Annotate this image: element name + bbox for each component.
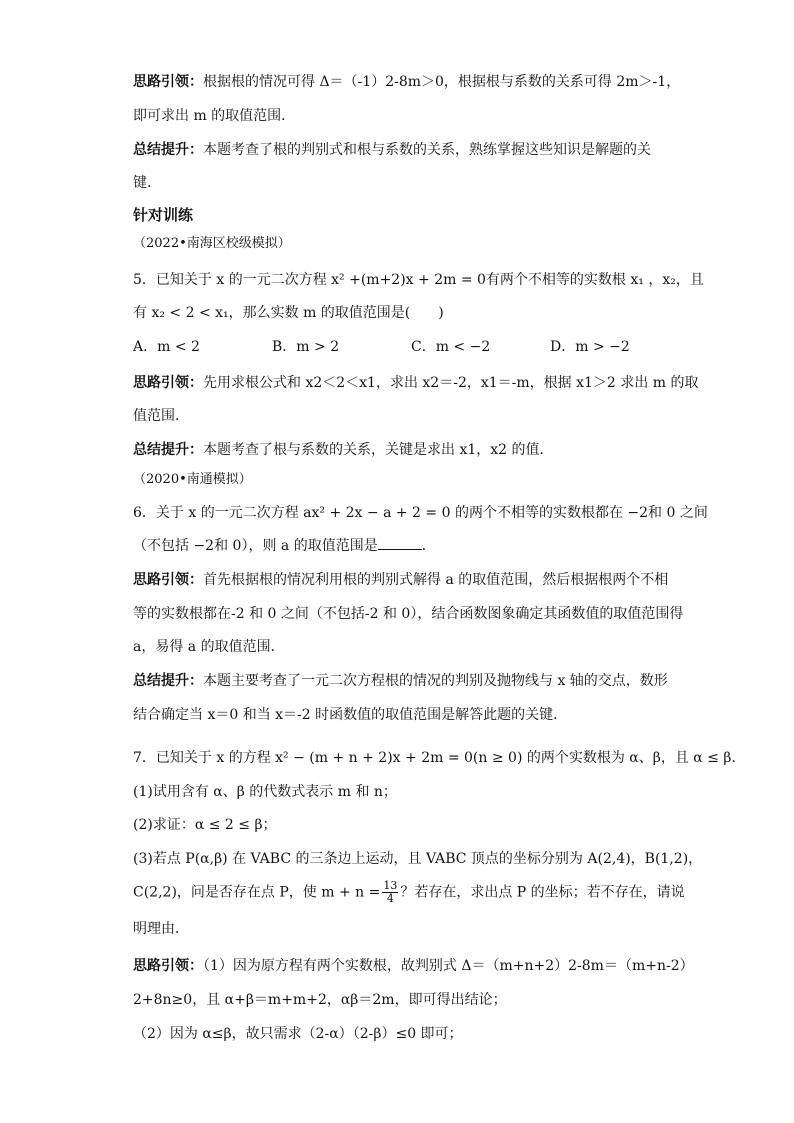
option-c: C．m < −2	[411, 339, 491, 355]
source-tag: （2022•南海区校级模拟）	[133, 236, 291, 251]
summary-text: 本题主要考查了一元二次方程根的情况的判别及抛物线与 x 轴的交点，数形	[203, 673, 668, 689]
hint-label: 思路引领：	[133, 572, 203, 588]
option-d: D．m > −2	[550, 339, 630, 355]
summary-label: 总结提升：	[133, 142, 203, 158]
question-7-stem: 7．已知关于 x 的方程 x² − (m + n + 2)x + 2m = 0(n ≥ 0) 的两个实数根为 α、β，且 α ≤ β．	[133, 750, 746, 766]
hint-text: （1）因为原方程有两个实数根，故判别式 Δ＝（m+n+2）2-8m＝（m+n-2）	[203, 958, 694, 974]
question-6-stem-2: （不包括 −2和 0），则 a 的取值范围是 ．	[133, 535, 436, 556]
question-7-part-1: (1)试用含有 α、β 的代数式表示 m 和 n；	[133, 784, 397, 800]
hint-continuation: 值范围．	[133, 408, 189, 424]
hint-continuation: 等的实数根都在-2 和 0 之间（不包括-2 和 0），结合函数图象确定其函数值的取值范围得	[133, 606, 684, 622]
hint-line	[133, 373, 698, 393]
summary-line	[133, 671, 668, 691]
hint-continuation: 即可求出 m 的取值范围．	[133, 108, 296, 124]
source-tag: （2020•南通模拟）	[133, 472, 252, 487]
question-7-part-3-cont: C(2,2)，问是否存在点 P，使 m + n = $\frac{13}{4}$ ？若存在，求出点 P 的坐标；若不存在，请说	[133, 879, 685, 905]
summary-continuation: 键．	[133, 175, 161, 191]
hint-label: 思路引领：	[133, 958, 203, 974]
answer-blank	[378, 535, 422, 550]
summary-label: 总结提升：	[133, 442, 203, 458]
hint-line	[133, 570, 668, 590]
hint-label: 思路引领：	[133, 74, 203, 90]
summary-text: 本题考查了根与系数的关系，关键是求出 x1，x2 的值．	[203, 442, 554, 458]
summary-text: 本题考查了根的判别式和根与系数的关系，熟练掌握这些知识是解题的关	[203, 142, 651, 158]
hint-continuation: a，易得 a 的取值范围．	[133, 639, 285, 655]
summary-line	[133, 440, 554, 460]
question-7-part-3: (3)若点 P(α,β) 在 VABC 的三条边上运动，且 VABC 顶点的坐标分别为 A(2,4)，B(1,2)，	[133, 851, 703, 867]
summary-line	[133, 140, 651, 160]
option-a: A．m < 2	[133, 339, 200, 355]
question-7-part-2: (2)求证：α ≤ 2 ≤ β；	[133, 817, 277, 833]
option-b: B．m > 2	[272, 339, 340, 355]
summary-label: 总结提升：	[133, 673, 203, 689]
question-5-stem: 5．已知关于 x 的一元二次方程 x² +(m+2)x + 2m = 0有两个不相等的实数根 x₁ ，x₂，且	[133, 272, 704, 288]
hint-text: 根据根的情况可得 Δ＝（-1）2-8m＞0，根据根与系数的关系可得 2m＞-1，	[203, 74, 681, 90]
question-5-stem-2: 有 x₂ < 2 < x₁，那么实数 m 的取值范围是( )	[133, 305, 444, 321]
section-heading: 针对训练	[133, 206, 194, 224]
hint-text: 首先根据根的情况利用根的判别式解得 a 的取值范围，然后根据根两个不相	[203, 572, 669, 588]
hint-continuation: 2+8n≥0，且 α+β＝m+m+2，αβ＝2m，即可得出结论；	[133, 992, 507, 1008]
hint-text: 先用求根公式和 x2＜2＜x1，求出 x2＝-2，x1＝-m，根据 x1＞2 求出 m 的取	[203, 375, 699, 391]
hint-line	[133, 72, 680, 92]
question-7-part-3-end: 明理由．	[133, 921, 189, 937]
hint-label: 思路引领：	[133, 375, 203, 391]
hint-continuation: （2）因为 α≤β，故只需求（2-α）（2-β）≤0 即可；	[133, 1026, 463, 1042]
question-6-stem: 6．关于 x 的一元二次方程 ax² + 2x − a + 2 = 0 的两个不相等的实数根都在 −2和 0 之间	[133, 505, 708, 521]
summary-continuation: 结合确定当 x＝0 和当 x＝-2 时函数值的取值范围是解答此题的关键．	[133, 707, 568, 723]
hint-line	[133, 956, 694, 976]
fraction: $\frac{13}{4}$	[383, 879, 398, 905]
